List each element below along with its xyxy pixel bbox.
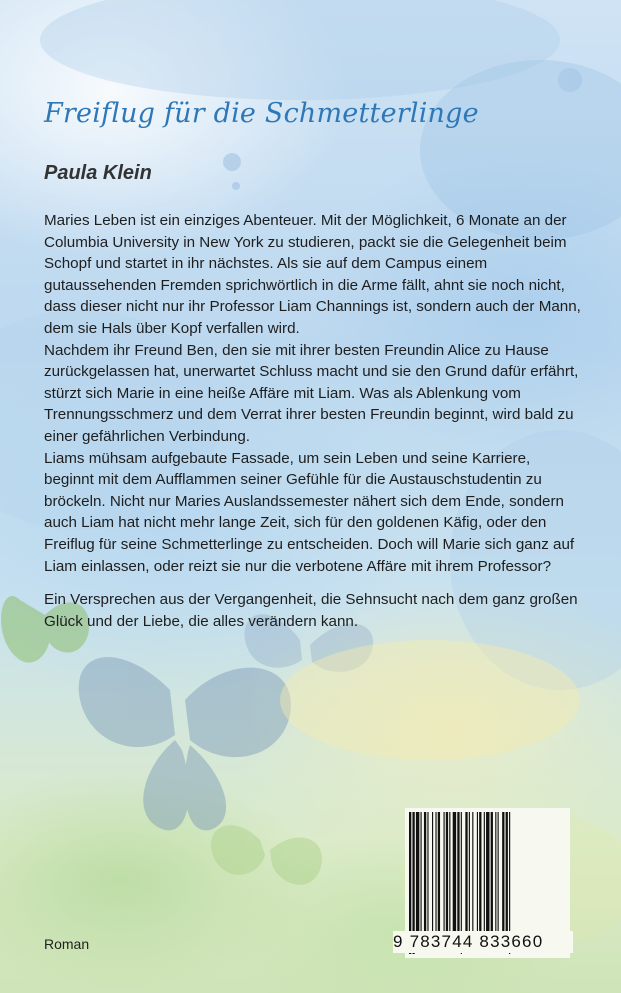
barcode-bar [446, 812, 448, 932]
blurb-paragraph: Liams mühsam aufgebaute Fassade, um sein Leben und seine Karriere, beginnt mit dem Aufflammen seiner Gefühle für die Austauschstudentin zu bröckeln. Nicht nur Maries Auslandssemester nähert sich dem Ende, sondern auch Liam hat nicht mehr lange Zeit, sich für den goldenen Käfig, oder den Freiflug für seine Schmetterlinge zu entscheiden. Doch will Marie sich ganz auf Liam einlassen, oder reizt sie nur die verbotene Affäre mit ihrem Professor? [44, 449, 575, 575]
barcode-bar [477, 812, 478, 932]
isbn-number [393, 931, 573, 953]
barcode-bar [502, 812, 504, 932]
isbn-digits: 9 783744 833660 [393, 932, 544, 951]
barcode-bar [484, 812, 485, 932]
barcode-bar [506, 812, 508, 932]
blurb-closing-paragraph: Ein Versprechen aus der Vergangenheit, die Sehnsucht nach dem ganz großen Glück und der Liebe, die alles verändern kann. [44, 591, 578, 630]
barcode-bar [438, 812, 440, 932]
barcode-bar [486, 812, 489, 932]
author-name: Paula Klein [44, 162, 152, 184]
barcode-bar [424, 812, 426, 932]
blurb-paragraph: Nachdem ihr Freund Ben, den sie mit ihrer besten Freundin Alice zu Hause zurückgelassen hat, unerwartet Schluss macht und sie den Grund dafür erfährt, stürzt sich Marie in eine heiße Affäre mit Liam. Was als Ablenkung vom Trennungsschmerz und dem Verrat ihrer besten Freundin beginnt, wird bald zu einer gefährlichen Verbindung. [44, 341, 579, 445]
barcode-bar [498, 812, 499, 932]
barcode-bar [472, 812, 473, 932]
barcode-bar [469, 812, 470, 932]
barcode-bar [444, 812, 445, 932]
genre-label: Roman [44, 936, 90, 952]
blurb-paragraph: Maries Leben ist ein einziges Abenteuer. Mit der Möglichkeit, 6 Monate an der Columbia University in New York zu studieren, packt sie die Gelegenheit beim Schopf und startet in ihr nächstes. Als sie auf dem Campus einem gutaussehenden Fremden sprichwörtlich in die Arme fällt, ahnt sie noch nicht, dass dieser nicht nur ihr Professor Liam Channings ist, sondern auch der Mann, dem sie Hals über Kopf verfallen wird. [44, 212, 581, 337]
book-title: Freiflug für die Schmetterlinge [44, 98, 479, 129]
barcode-bar [416, 812, 419, 932]
barcode-bar [479, 812, 481, 932]
barcode-bar [432, 812, 433, 932]
barcode-bar [421, 812, 422, 932]
barcode-bar [435, 812, 436, 932]
barcode-bar [495, 812, 496, 932]
barcode-bar [453, 812, 456, 932]
barcode-bar [427, 812, 428, 932]
barcode-bar [465, 812, 467, 932]
barcode-bar [457, 812, 459, 932]
barcode-bar [449, 812, 450, 932]
barcode-bar [491, 812, 493, 932]
blurb-text [44, 210, 584, 632]
